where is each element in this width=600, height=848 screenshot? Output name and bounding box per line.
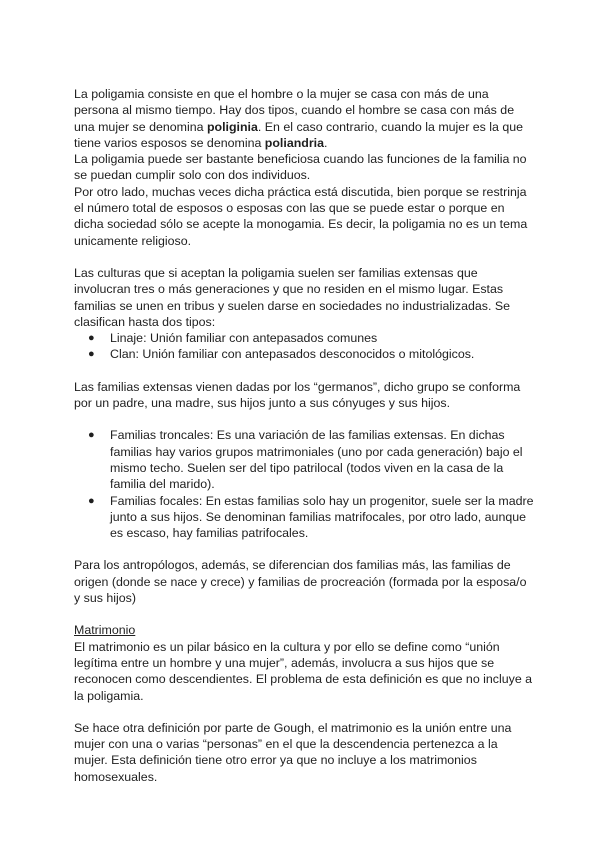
bullet-icon: ●: [88, 332, 95, 345]
section-heading-matrimonio: Matrimonio: [74, 623, 136, 638]
extended-families-paragraph: Las familias extensas vienen dadas por los “germanos”, dicho grupo se conforma por un padre, una madre, sus hijos junto a sus cónyuges y sus hijos.: [74, 379, 521, 411]
extended-families-list: [74, 427, 534, 541]
list-item: ● Clan: Unión familiar con antepasados desconocidos o mitológicos.: [88, 347, 475, 362]
term-poliandria: poliandria: [264, 135, 325, 150]
list-item: ● Familias troncales: Es una variación de las familias extensas. En dichas familias hay varios grupos matrimoniales (uno por cada generación) bajo el mismo techo. Suelen ser del tipo patrilocal (todos viven en la casa de la familia del marido).: [88, 428, 523, 492]
cultures-list: [74, 330, 534, 363]
bullet-icon: ●: [88, 494, 95, 507]
list-item: ● Familias focales: En estas familias solo hay un progenitor, suele ser la madre junto a sus hijos. Se denominan familias matrifocales, por otro lado, aunque es escaso, hay familias patrifocales.: [88, 493, 534, 541]
marriage-paragraph-2: Se hace otra definición por parte de Gough, el matrimonio es la unión entre una mujer con una o varias “personas” en el que la descendencia pertenezca a la mujer. Esta definición tiene otro error ya que no incluye a los matrimonios homosexuales.: [74, 720, 512, 784]
document-body: [74, 86, 534, 785]
bullet-icon: ●: [88, 429, 95, 442]
anthropologists-paragraph: Para los antropólogos, además, se diferencian dos familias más, las familias de origen (donde se nace y crece) y familias de procreación (formada por la esposa/o y sus hijos): [74, 558, 527, 606]
intro-paragraph-3: Por otro lado, muchas veces dicha práctica está discutida, bien porque se restrinja el número total de esposos o esposas con las que se puede estar o porque en dicha sociedad sólo se acepte la monogamia. Es decir, la poligamia no es un tema unicamente religioso.: [74, 184, 528, 248]
cultures-paragraph: Las culturas que si aceptan la poligamia suelen ser familias extensas que involucran tres o más generaciones y que no residen en el mismo lugar. Estas familias se unen en tribus y suelen darse en sociedades no industrializadas. Se clasifican hasta dos tipos:: [74, 265, 510, 329]
marriage-paragraph-1: El matrimonio es un pilar básico en la cultura y por ello se define como “unión legítima entre un hombre y una mujer”, además, involucra a sus hijos que se reconocen como descendientes. El problema de esta definición es que no incluye a la poligamia.: [74, 639, 533, 703]
term-poliginia: poliginia: [206, 119, 258, 134]
bullet-icon: ●: [88, 348, 95, 361]
intro-paragraph-1: La poligamia consiste en que el hombre o la mujer se casa con más de una persona al mismo tiempo. Hay dos tipos, cuando el hombre se casa con más de una mujer se denomina poliginia. En el caso contrario, cuando la mujer es la que tiene varios esposos se denomina poliandria.: [74, 87, 524, 150]
list-item: ● Linaje: Unión familiar con antepasados comunes: [88, 331, 378, 346]
intro-paragraph-2: La poligamia puede ser bastante beneficiosa cuando las funciones de la familia no se puedan cumplir solo con dos individuos.: [74, 152, 527, 183]
